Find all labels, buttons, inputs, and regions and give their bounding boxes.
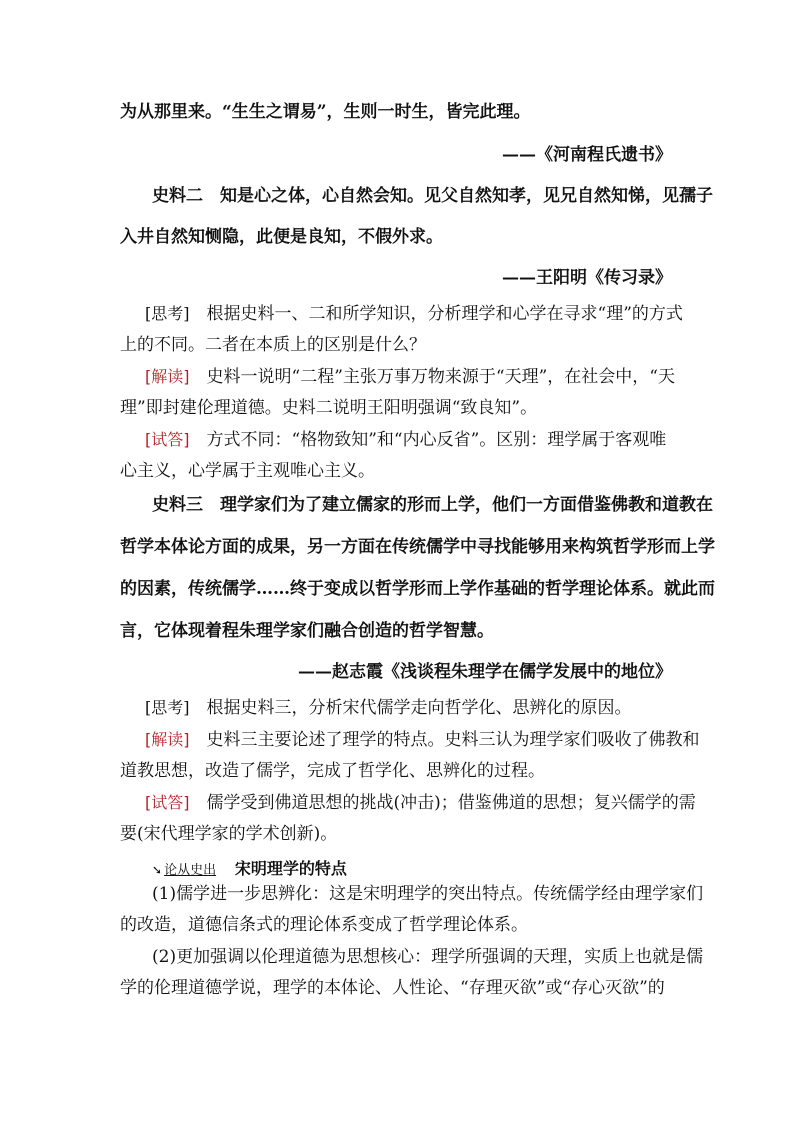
text-line: 理”即封建伦理道德。史料二说明王阳明强调“致良知”。 [120,398,538,418]
text-line: 道教思想，改造了儒学，完成了哲学化、思辨化的过程。 [120,761,545,781]
source-citation: ——王阳明《传习录》 [502,268,672,288]
text-line: (1)儒学进一步思辨化：这是宋明理学的突出特点。传统儒学经由理学家们 [152,884,704,904]
text-line: 心主义，心学属于主观唯心主义。 [120,461,375,481]
text-span: 根据史料一、二和所学知识，分析理学和心学在寻求“理”的方式 [189,304,683,324]
text-line [152,185,712,207]
text-line: 上的不同。二者在本质上的区别是什么？ [120,335,426,355]
text-line: 的改造，道德信条式的理论体系变成了哲学理论体系。 [120,915,528,935]
text-line: (2)更加强调以伦理道德为思想核心：理学所强调的天理，实质上也就是儒 [152,947,704,967]
source-label: 史料三 [152,495,203,515]
think-tag: [思考] [145,304,190,323]
text-line: 的因素，传统儒学……终于变成以哲学形而上学作基础的哲学理论体系。就此而 [120,579,715,599]
text-line [145,792,705,814]
text-span: 理学家们为了建立儒家的形而上学，他们一方面借鉴佛教和道教在 [203,495,713,515]
text-line: 入井自然知恻隐，此便是良知，不假外求。 [120,227,443,247]
text-line [152,494,712,516]
text-span: 知是心之体，心自然会知。见父自然知孝，见兄自然知悌，见孺子 [203,186,713,206]
text-span: 方式不同：“格物致知”和“内心反省”。区别：理学属于客观唯 [189,430,667,450]
text-line [145,366,705,388]
text-line [145,729,705,751]
text-line [145,697,705,719]
text-line: 学的伦理道德学说，理学的本体论、人性论、“存理灭欲”或“存心灭欲”的 [120,978,665,998]
section-heading [152,856,347,879]
interpret-tag: [解读] [145,367,190,386]
text-line: 哲学本体论方面的成果，另一方面在传统儒学中寻找能够用来构筑哲学形而上学 [120,537,715,557]
source-label: 史料二 [152,186,203,206]
text-span: 根据史料三，分析宋代儒学走向哲学化、思辨化的原因。 [189,698,632,718]
interpret-tag: [解读] [145,730,190,749]
source-citation: ——赵志霞《浅谈程朱理学在儒学发展中的地位》 [298,662,672,682]
text-span: 史料三主要论述了理学的特点。史料三认为理学家们吸收了佛教和 [189,730,700,750]
text-span: 史料一说明“二程”主张万事万物来源于“天理”，在社会中，“天 [189,367,675,387]
answer-tag: [试答] [145,430,190,449]
think-tag: [思考] [145,698,190,717]
text-line: 要(宋代理学家的学术创新)。 [120,824,338,844]
text-line [145,429,705,451]
answer-tag: [试答] [145,793,190,812]
text-line: 为从那里来。“生生之谓易”，生则一时生，皆完此理。 [120,102,531,122]
section-title: 宋明理学的特点 [234,859,347,878]
text-span: 儒学受到佛道思想的挑战(冲击)；借鉴佛道的思想；复兴儒学的需 [189,793,696,813]
source-citation: ——《河南程氏遗书》 [502,145,672,165]
section-label [152,863,216,878]
arrow-icon: ➘ [152,863,163,877]
section-label-text: 论从史出 [164,863,217,878]
text-line: 言，它体现着程朱理学家们融合创造的哲学智慧。 [120,621,494,641]
text-line [145,303,705,325]
